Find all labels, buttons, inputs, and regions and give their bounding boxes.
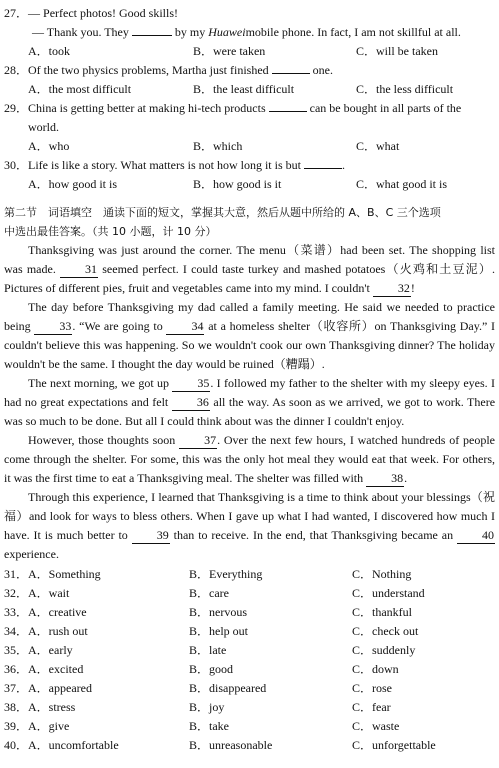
passage-text: . <box>404 471 408 485</box>
option-a[interactable]: A．creative <box>28 605 87 619</box>
option-c[interactable]: C．will be taken <box>356 44 438 58</box>
option-c[interactable]: C．thankful <box>352 605 412 619</box>
question-text: mobile phone. In fact, I am not skillful at all. <box>245 25 461 39</box>
option-number: 33． <box>4 605 29 619</box>
option-b[interactable]: B．good <box>189 662 234 676</box>
option-c[interactable]: C．what good it is <box>356 177 448 191</box>
option-b[interactable]: B．care <box>189 586 229 600</box>
option-b[interactable]: B．nervous <box>189 605 247 619</box>
passage-paragraph-4 <box>4 431 495 488</box>
options-row <box>4 622 495 641</box>
question-29 <box>4 99 495 118</box>
section-instructions: 中选出最佳答案。（共 10 小题，计 10 分） <box>4 225 217 238</box>
question-text: — Thank you. They <box>32 25 129 39</box>
passage-text: than to receive. In the end, that Thanksgiving became an <box>173 528 454 542</box>
option-a[interactable]: A．the most difficult <box>28 82 132 96</box>
passage-paragraph-3 <box>4 374 495 431</box>
passage-text: However, those thoughts soon <box>28 433 176 447</box>
option-c[interactable]: C．down <box>352 662 399 676</box>
options-row <box>4 584 495 603</box>
question-text: by my <box>174 25 206 39</box>
option-c[interactable]: C．check out <box>352 624 419 638</box>
option-number: 35． <box>4 643 29 657</box>
option-b[interactable]: B．which <box>193 139 243 153</box>
question-text: — Perfect photos! Good skills! <box>28 6 178 20</box>
option-number: 31． <box>4 567 29 581</box>
passage-text: . Over the next few hours, I watched hundreds of people come through the shelter. For some, this was the only hot meal they would eat that week. For others, it was the first time to eat a Thanksgiving meal. The shelter was filled with <box>4 433 495 485</box>
passage-text: ! <box>410 281 415 295</box>
passage-text: . “We are going to <box>72 319 163 333</box>
answer-blank[interactable] <box>272 73 310 74</box>
blank-37[interactable]: 37 <box>179 433 217 449</box>
option-b[interactable]: B．Everything <box>189 567 263 581</box>
blank-34[interactable]: 34 <box>166 319 204 335</box>
options-row <box>4 641 495 660</box>
answer-blank[interactable] <box>269 111 307 112</box>
question-28 <box>4 61 495 80</box>
cloze-options <box>4 565 495 755</box>
options-row <box>4 698 495 717</box>
option-b[interactable]: B．unreasonable <box>189 738 273 752</box>
options-row <box>4 603 495 622</box>
passage-text: seemed perfect. I could taste turkey and mashed potatoes（火鸡和土豆泥）. Pictures of different pies, fruit and vegetables came into my mind. I couldn't <box>4 262 496 295</box>
passage-paragraph-2 <box>4 298 495 374</box>
answer-blank[interactable] <box>304 168 342 169</box>
option-c[interactable]: C．unforgettable <box>352 738 436 752</box>
option-c[interactable]: C．fear <box>352 700 391 714</box>
option-a[interactable]: A．wait <box>28 586 70 600</box>
blank-38[interactable]: 38 <box>366 471 404 487</box>
blank-36[interactable]: 36 <box>172 395 210 411</box>
option-b[interactable]: B．late <box>189 643 227 657</box>
passage-paragraph-1 <box>4 241 495 298</box>
options-row <box>4 736 495 755</box>
question-number: 29． <box>4 101 29 115</box>
blank-40[interactable]: 40 <box>457 528 495 544</box>
option-number: 32． <box>4 586 29 600</box>
option-a[interactable]: A．uncomfortable <box>28 738 119 752</box>
question-28-options <box>4 80 495 99</box>
blank-35[interactable]: 35 <box>172 376 210 392</box>
option-a[interactable]: A．give <box>28 719 70 733</box>
passage-text: Thanksgiving was just around the corner. The menu（菜谱）had been set. The shopping list was made. <box>4 243 495 276</box>
option-number: 38． <box>4 700 29 714</box>
answer-blank[interactable] <box>132 35 172 36</box>
option-a[interactable]: A．who <box>28 139 70 153</box>
option-a[interactable]: A．early <box>28 643 73 657</box>
question-text: Life is like a story. What matters is not how long it is but <box>28 158 301 172</box>
option-b[interactable]: B．take <box>189 719 229 733</box>
option-a[interactable]: A．how good it is <box>28 177 118 191</box>
passage-text: experience. <box>4 547 59 561</box>
option-b[interactable]: B．joy <box>189 700 225 714</box>
option-c[interactable]: C．what <box>356 139 400 153</box>
option-b[interactable]: B．help out <box>189 624 248 638</box>
blank-39[interactable]: 39 <box>132 528 170 544</box>
option-number: 40． <box>4 738 29 752</box>
options-row <box>4 565 495 584</box>
option-c[interactable]: C．the less difficult <box>356 82 454 96</box>
question-text: Of the two physics problems, Martha just finished <box>28 63 269 77</box>
passage-text: at a homeless shelter（收容所）on Thanksgiving Day.” I couldn't believe this was happening. So we wouldn't cook our own Thanksgiving dinner? The holiday wouldn't be the same. I thought the day would be ruined（糟蹋）. <box>4 319 496 371</box>
question-number: 27． <box>4 6 29 20</box>
blank-31[interactable]: 31 <box>60 262 98 278</box>
option-b[interactable]: B．how good is it <box>193 177 282 191</box>
question-27 <box>4 4 495 23</box>
question-number: 28． <box>4 63 29 77</box>
blank-32[interactable]: 32 <box>373 281 411 297</box>
options-row <box>4 660 495 679</box>
blank-33[interactable]: 33 <box>34 319 72 335</box>
question-27-reply <box>4 23 495 42</box>
option-number: 34． <box>4 624 29 638</box>
option-c[interactable]: C．understand <box>352 586 425 600</box>
option-a[interactable]: A．stress <box>28 700 76 714</box>
section-2-header <box>4 203 495 241</box>
question-number: 30． <box>4 158 29 172</box>
question-30 <box>4 156 495 175</box>
option-a[interactable]: A．excited <box>28 662 84 676</box>
passage-text: The day before Thanksgiving my dad called a family meeting. He said we needed to practice being <box>4 300 495 333</box>
options-row <box>4 679 495 698</box>
passage-text: The next morning, we got up <box>28 376 169 390</box>
option-a[interactable]: A．Something <box>28 567 101 581</box>
question-29-options <box>4 137 495 156</box>
option-number: 39． <box>4 719 29 733</box>
question-30-options <box>4 175 495 194</box>
question-text: China is getting better at making hi-tech products <box>28 101 266 115</box>
question-text: one. <box>312 63 333 77</box>
passage-paragraph-5 <box>4 488 495 564</box>
option-a[interactable]: A．rush out <box>28 624 88 638</box>
option-b[interactable]: B．were taken <box>193 44 266 58</box>
question-text: can be bought in all parts of the <box>309 101 462 115</box>
question-27-options <box>4 42 495 61</box>
option-c[interactable]: C．waste <box>352 719 400 733</box>
passage-text: Through this experience, I learned that Thanksgiving is a time to think about your blessings（祝福）and look for ways to bless others. When I gave up what I had wanted, I discovered how much I have. It is much better to <box>4 490 495 542</box>
option-a[interactable]: A．appeared <box>28 681 92 695</box>
question-text: world. <box>28 120 59 134</box>
passage-text: . I followed my father to the shelter with my sleepy eyes. I had no great expectations and felt <box>4 376 495 409</box>
option-number: 36． <box>4 662 29 676</box>
option-b[interactable]: B．the least difficult <box>193 82 295 96</box>
option-b[interactable]: B．disappeared <box>189 681 267 695</box>
cloze-passage <box>4 241 495 564</box>
question-text: . <box>341 158 345 172</box>
option-c[interactable]: C．suddenly <box>352 643 416 657</box>
brand-name: Huawei <box>208 25 246 39</box>
section-instructions: 第二节 词语填空 通读下面的短文，掌握其大意，然后从题中所给的 A、B、C 三个选项 <box>4 206 441 219</box>
option-c[interactable]: C．Nothing <box>352 567 412 581</box>
option-c[interactable]: C．rose <box>352 681 392 695</box>
options-row <box>4 717 495 736</box>
passage-text: all the way. As soon as we arrived, we got to work. There was so much to be done. But all I could think about was the dinner I couldn't enjoy. <box>4 395 496 428</box>
option-number: 37． <box>4 681 29 695</box>
question-29-continued <box>4 118 495 137</box>
option-a[interactable]: A．took <box>28 44 71 58</box>
